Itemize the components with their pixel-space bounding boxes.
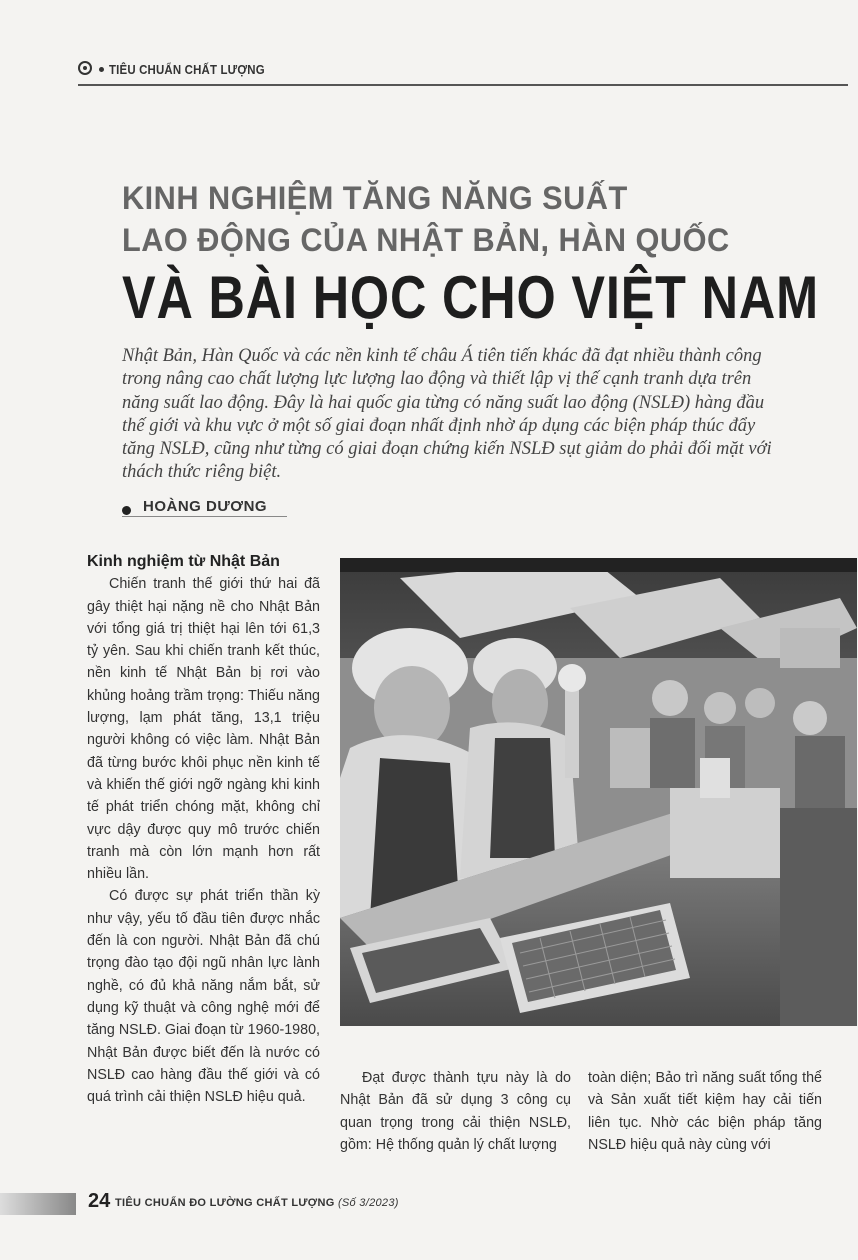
paragraph: Có được sự phát triển thần kỳ như vậy, yếu tố đầu tiên được nhắc đến là con người. Nhật Bản đã chú trọng đào tạo đội ngũ nhân lực lành nghề, có đủ khả năng nắm bắt, sử dụng kỹ thuật và công nghệ mới để tăng NSLĐ. Giai đoạn từ 1960-1980, Nhật Bản được biết đến là nước có NSLĐ cao hàng đầu thế giới và có quá trình cải thiện NSLĐ hiệu quả.: [87, 888, 320, 1106]
publication-name: TIÊU CHUẨN ĐO LƯỜNG CHẤT LƯỢNG: [115, 1197, 335, 1209]
section-title: TIÊU CHUẨN CHẤT LƯỢNG: [109, 62, 265, 77]
factory-photo: [340, 558, 857, 1026]
subheading: Kinh nghiệm từ Nhật Bản: [87, 553, 280, 570]
issue-number: (Số 3/2023): [337, 1197, 399, 1209]
page-number: 24: [88, 1190, 111, 1212]
column-1: [87, 551, 320, 1108]
section-icon: [78, 61, 92, 75]
footer-publication: [115, 1197, 399, 1209]
factory-photo-illustration: [340, 558, 857, 1026]
paragraph: Đạt được thành tựu này là do Nhật Bản đã sử dụng 3 công cụ quan trọng trong cải thiện NSLĐ, gồm: Hệ thống quản lý chất lượng: [340, 1070, 571, 1153]
author-bullet: [122, 506, 131, 515]
article-title-line-2: LAO ĐỘNG CỦA NHẬT BẢN, HÀN QUỐC: [122, 222, 730, 258]
article-lede: Nhật Bản, Hàn Quốc và các nền kinh tế châu Á tiên tiến khác đã đạt nhiều thành công trong nâng cao chất lượng lực lượng lao động và thiết lập vị thế cạnh tranh dựa trên năng suất lao động. Đây là hai quốc gia từng có năng suất lao động (NSLĐ) hàng đầu thế giới và khu vực ở một số giai đoạn nhất định nhờ áp dụng các biện pháp thúc đẩy tăng NSLĐ, cũng như từng có giai đoạn chứng kiến NSLĐ sụt giảm do phải đối mặt với thách thức riêng biệt.: [122, 346, 772, 483]
bullet-dot: [99, 67, 104, 72]
author-rule: [122, 516, 287, 517]
column-3: [588, 1067, 822, 1156]
paragraph: toàn diện; Bảo trì năng suất tổng thể và Sản xuất tiết kiệm hay cải tiến liên tục. Nhờ các biện pháp tăng NSLĐ hiệu quả này cùng với: [588, 1070, 822, 1153]
article-title-line-3: VÀ BÀI HỌC CHO VIỆT NAM: [122, 264, 819, 331]
article-title-line-1: KINH NGHIỆM TĂNG NĂNG SUẤT: [122, 180, 628, 216]
article-author: HOÀNG DƯƠNG: [143, 498, 268, 515]
footer-bar: [0, 1193, 76, 1215]
paragraph: Chiến tranh thế giới thứ hai đã gây thiệt hại nặng nề cho Nhật Bản với tổng giá trị thiệt hại lên tới 61,3 tỷ yên. Sau khi chiến tranh kết thúc, nền kinh tế Nhật Bản bị rơi vào khủng hoảng trầm trọng: Thiếu năng lượng, lạm phát tăng, 13,1 triệu người không có việc làm. Nhật Bản đã từng bước khôi phục nền kinh tế và khiến thế giới ngỡ ngàng khi kinh tế phát triển chóng mặt, không chỉ vực dậy được quy mô trước chiến tranh mà còn lớn mạnh hơn rất nhiều lần.: [87, 576, 320, 883]
column-2: [340, 1067, 571, 1156]
header-rule: [78, 84, 848, 86]
